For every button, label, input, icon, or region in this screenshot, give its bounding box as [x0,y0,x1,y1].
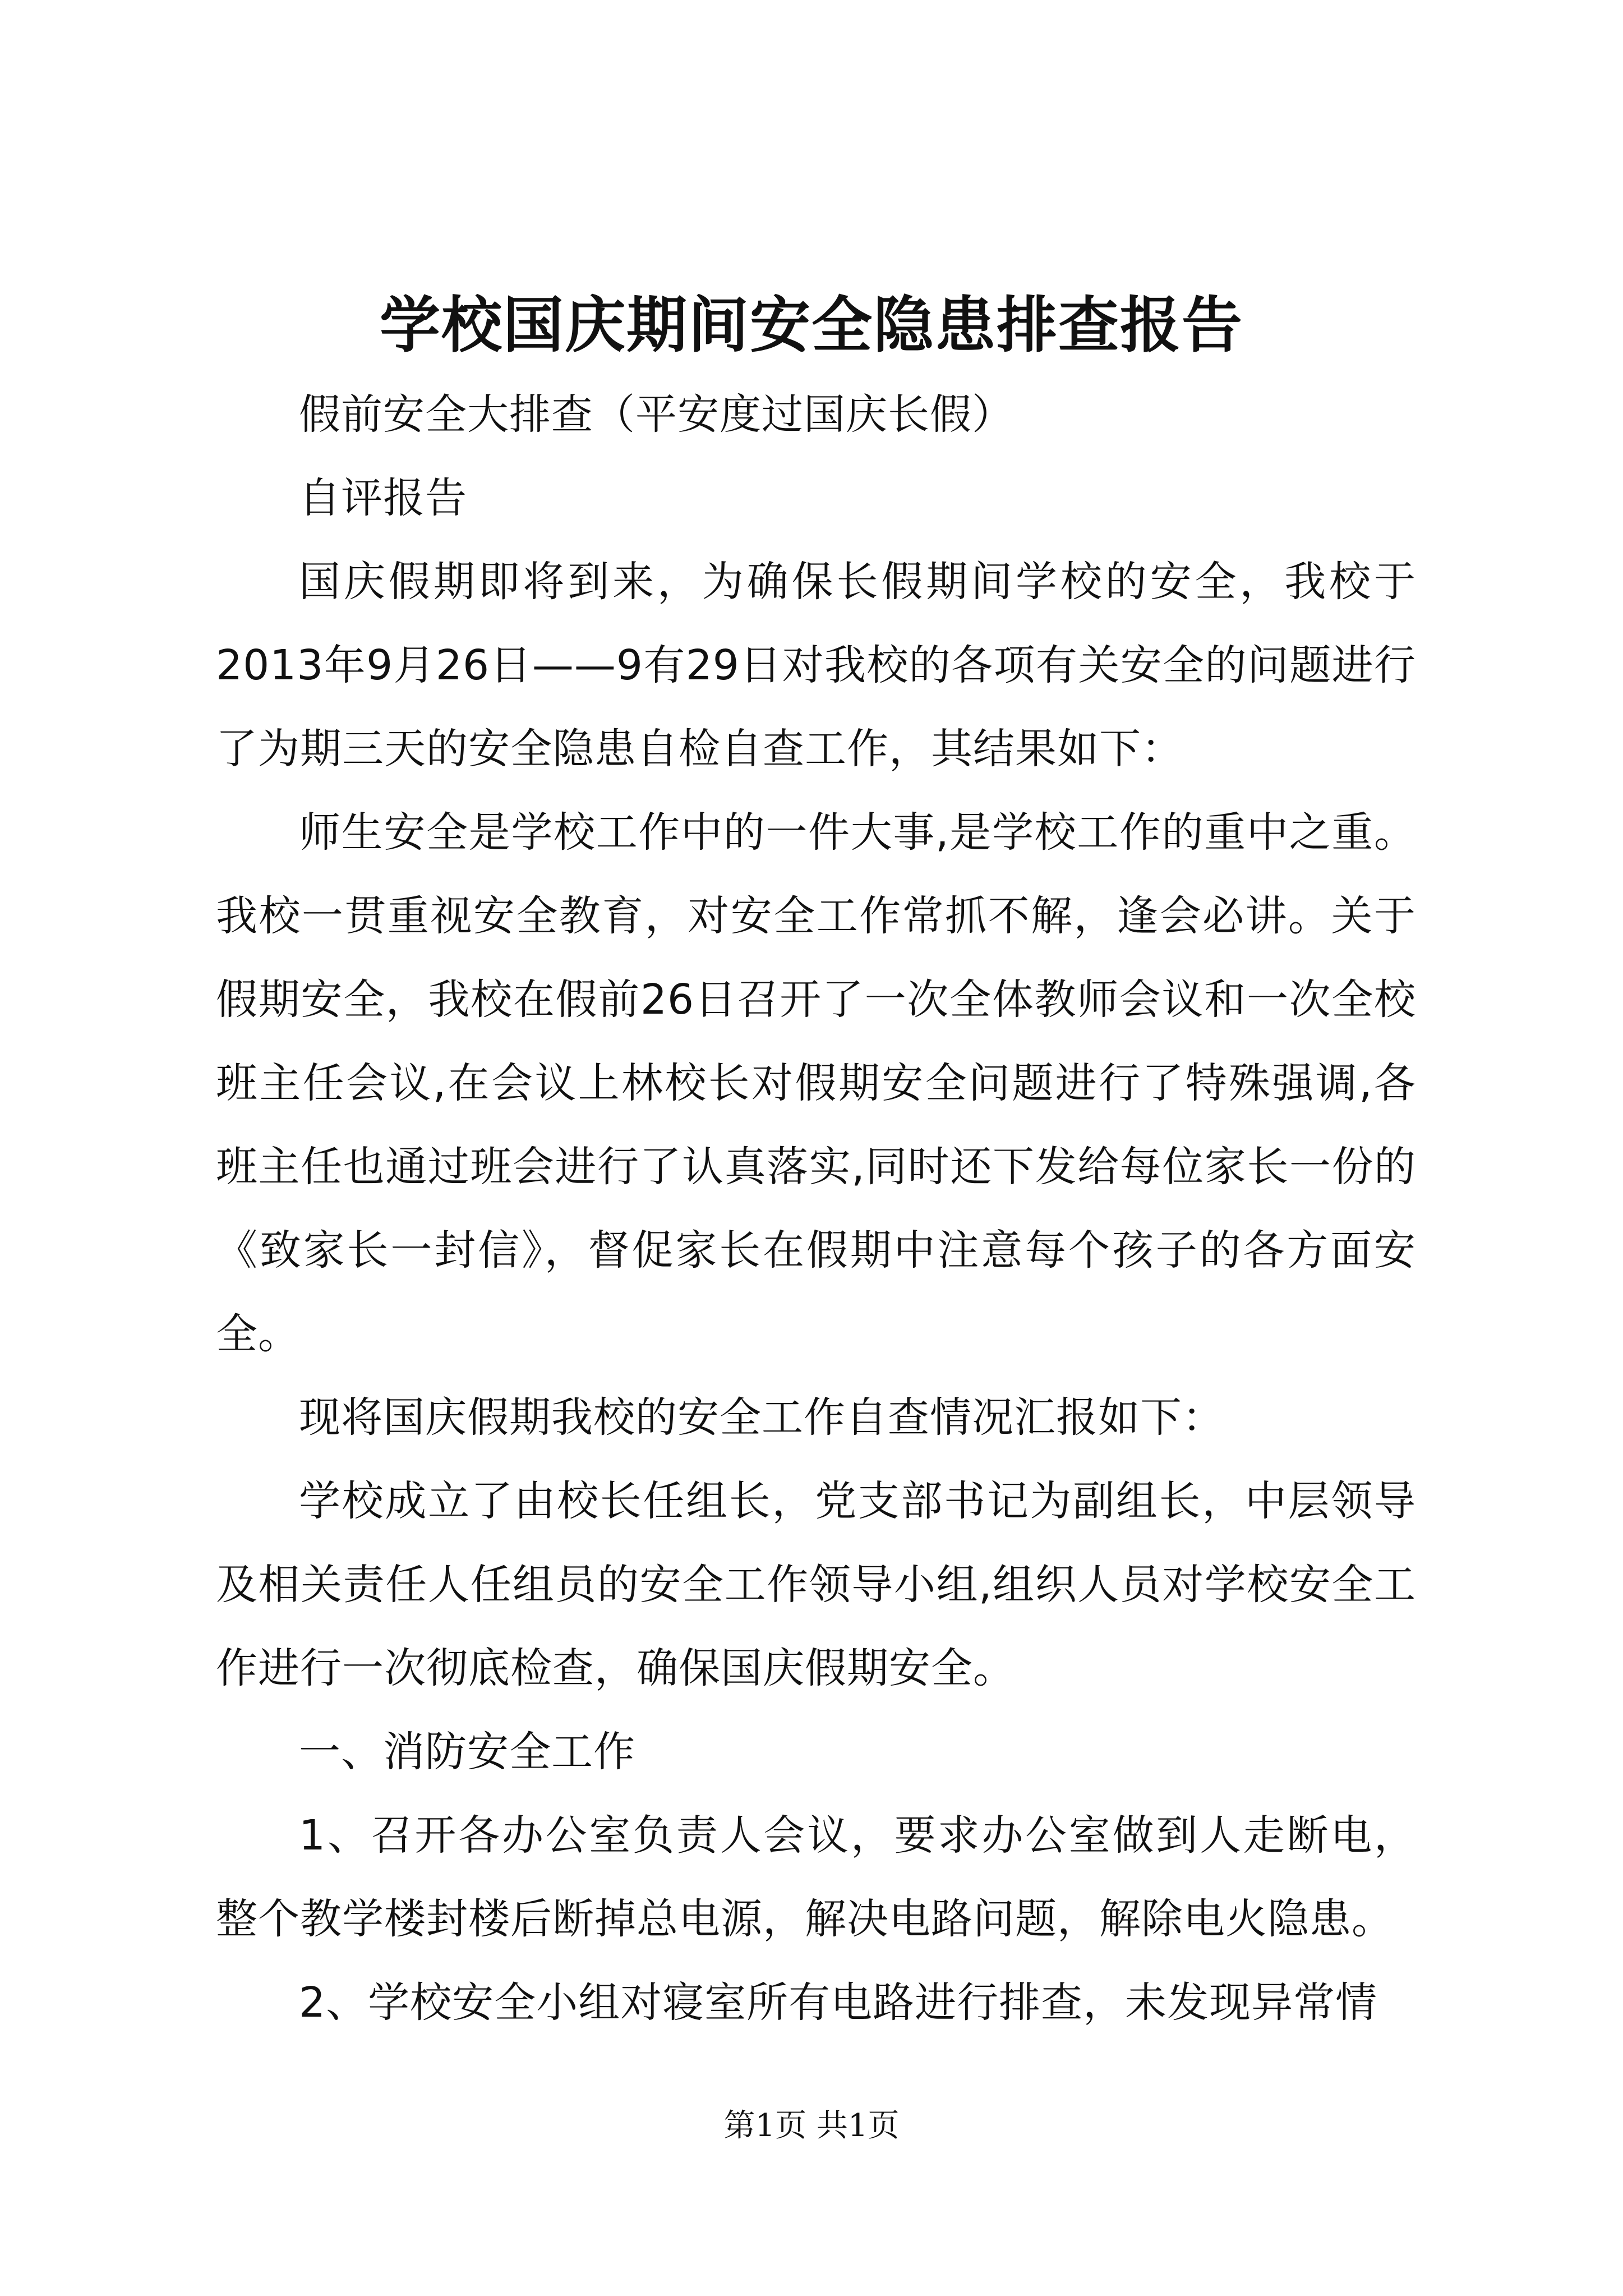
document-title: 学校国庆期间安全隐患排查报告 [379,290,1243,361]
paragraph-item-2: 2、学校安全小组对寝室所有电路进行排查，未发现异常情 [299,1978,1378,2027]
page-footer: 第1页 共1页 [723,2108,900,2144]
section-heading-fire-safety: 一、消防安全工作 [299,1728,635,1776]
paragraph-subtitle: 假前安全大排查（平安度过国庆长假） [299,390,1014,439]
document-body [216,373,1416,2045]
paragraph-report-label: 自评报告 [299,474,467,522]
paragraph-leadership-group: 学校成立了由校长任组长，党支部书记为副组长，中层领导及相关责任人任组员的安全工作领导小组,组织人员对学校安全工作进行一次彻底检查，确保国庆假期安全。 [216,1477,1416,1692]
paragraph-item-1: 1、召开各办公室负责人会议，要求办公室做到人走断电，整个教学楼封楼后断掉总电源，解决电路问题，解除电火隐患。 [216,1811,1416,1943]
paragraph-report-lead: 现将国庆假期我校的安全工作自查情况汇报如下： [299,1393,1224,1442]
paragraph-intro: 国庆假期即将到来，为确保长假期间学校的安全，我校于2013年9月26日——9有29日对我校的各项有关安全的问题进行了为期三天的安全隐患自检自查工作，其结果如下： [216,558,1416,773]
paragraph-safety-importance: 师生安全是学校工作中的一件大事,是学校工作的重中之重。我校一贯重视安全教育，对安全工作常抓不解，逢会必讲。关于假期安全，我校在假前26日召开了一次全体教师会议和一次全校班主任会议,在会议上林校长对假期安全问题进行了特殊强调,各班主任也通过班会进行了认真落实,同时还下发给每位家长一份的《致家长一封信》，督促家长在假期中注意每个孩子的各方面安全。 [216,808,1416,1358]
